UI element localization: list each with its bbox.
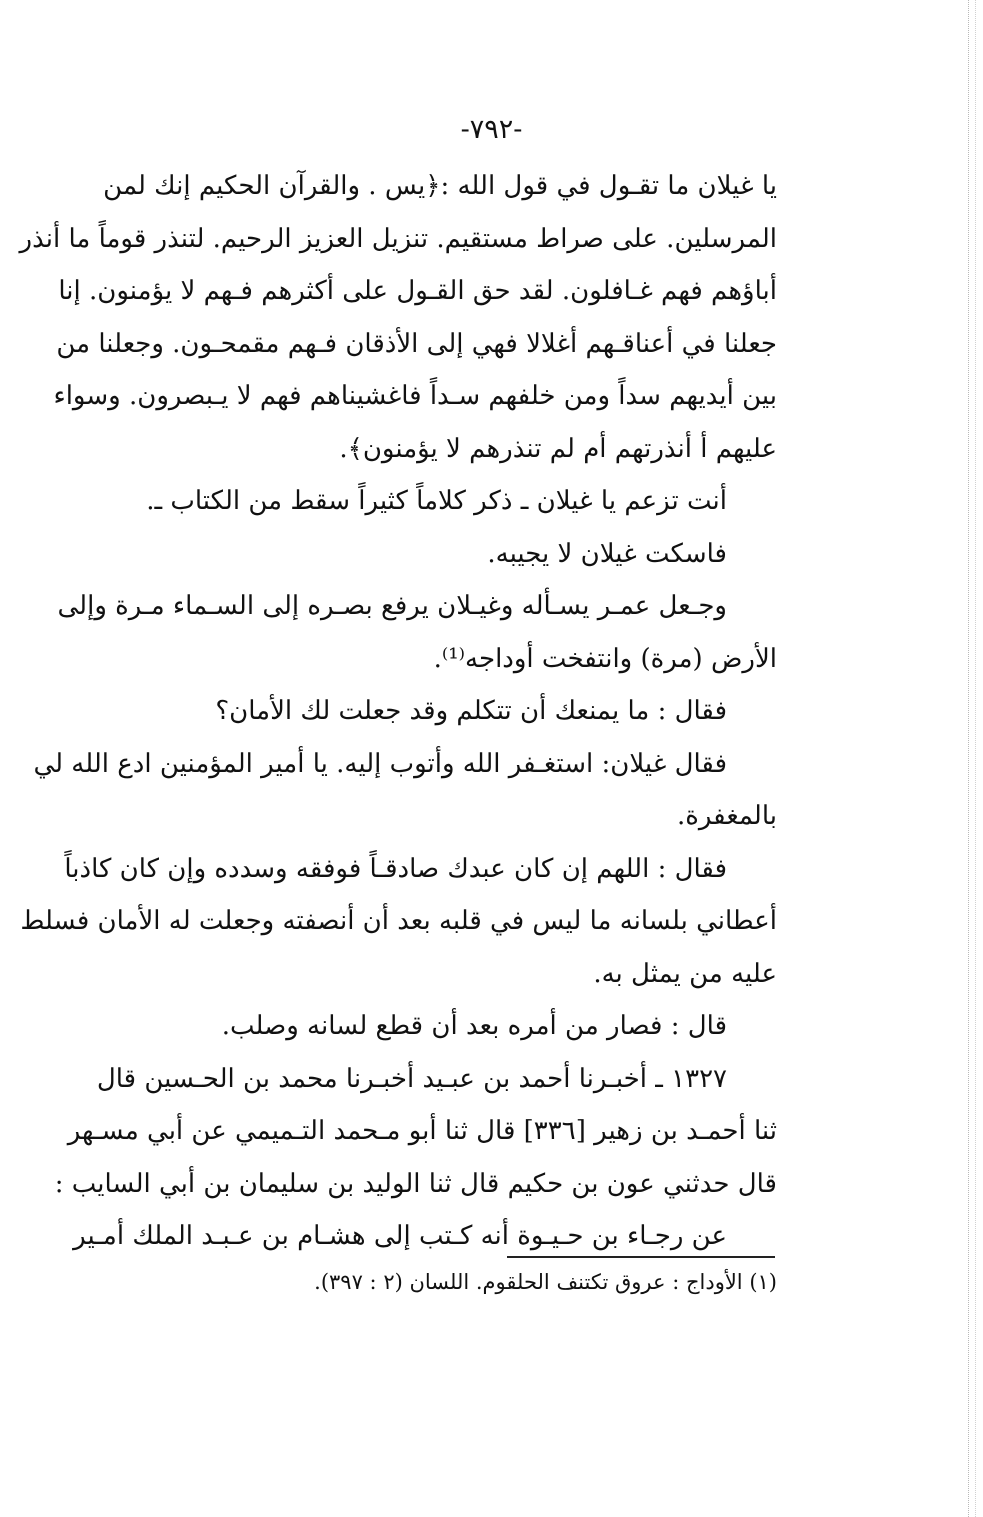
text-line: قال : فصار من أمره بعد أن قطع لسانه وصلب. bbox=[221, 1011, 727, 1041]
text-line: عليهم أ أنذرتهم أم لم تنذرهم لا يؤمنون﴾. bbox=[339, 433, 777, 464]
text-line: عن رجـاء بن حـيـوة أنه كـتب إلى هشـام بن عـبـد الملك أمـير bbox=[73, 1221, 727, 1251]
page-edge-line bbox=[968, 0, 969, 1517]
text-line: أنت تزعم يا غيلان ـ ذكر كلاماً كثيراً سقط من الكتاب ـ. bbox=[146, 486, 727, 516]
text-line: فقال : اللهم إن كان عبدك صادقـاً فوفقه وسدده وإن كان كاذباً bbox=[64, 853, 727, 884]
text-line: بالمغفرة. bbox=[676, 801, 777, 831]
text-line: فاسكت غيلان لا يجيبه. bbox=[487, 538, 727, 569]
text-line: يا غيلان ما تقـول في قول الله :﴿يس . والقرآن الحكيم إنك لمن bbox=[103, 171, 777, 201]
text-line: ١٣٢٧ ـ أخبـرنا أحمد بن عبـيد أخبـرنا محمد بن الحـسين قال bbox=[96, 1063, 727, 1094]
text-line: فقال : ما يمنعك أن تتكلم وقد جعلت لك الأمان؟ bbox=[215, 696, 727, 726]
text-line: فقال غيلان: استغـفر الله وأتوب إليه. يا أمير المؤمنين ادع الله لي bbox=[33, 748, 727, 779]
footnote: (١) الأوداج : عروق تكتنف الحلقوم. اللسان (٢ : ٣٩٧). bbox=[314, 1270, 777, 1294]
text-line: أعطاني بلسانه ما ليس في قلبه بعد أن أنصفته وجعلت له الأمان فسلط bbox=[20, 906, 777, 936]
text-line: المرسلين. على صراط مستقيم. تنزيل العزيز الرحيم. لتنذر قوماً ما أنذر bbox=[19, 223, 777, 254]
footnote-separator bbox=[507, 1256, 775, 1258]
text-line: أباؤهم فهم غـافلون. لقد حق القـول على أكثرهم فـهم لا يؤمنون. إنا bbox=[58, 276, 777, 306]
text-line: عليه من يمثل به. bbox=[593, 958, 777, 989]
main-text bbox=[19, 160, 777, 1263]
text-line: ثنا أحمـد بن زهير [٣٣٦] قال ثنا أبو مـحمد التـميمي عن أبي مسـهر bbox=[67, 1116, 777, 1146]
page-number: -٧٩٢- bbox=[460, 114, 523, 145]
text-line: وجـعل عمـر يسـأله وغيـلان يرفع بصـره إلى السـماء مـرة وإلى bbox=[57, 591, 727, 621]
page-edge-line-inner bbox=[975, 0, 976, 1517]
text-line: الأرض (مرة) وانتفخت أوداجه⁽¹⁾. bbox=[433, 643, 777, 674]
text-line: بين أيديهم سداً ومن خلفهم سـداً فاغشيناهم فهم لا يـبصرون. وسواء bbox=[53, 381, 777, 411]
text-line: جعلنا في أعناقـهم أغلالا فهي إلى الأذقان فـهم مقمحـون. وجعلنا من bbox=[56, 328, 777, 359]
text-line: قال حدثني عون بن حكيم قال ثنا الوليد بن سليمان بن أبي السايب : bbox=[54, 1168, 777, 1199]
